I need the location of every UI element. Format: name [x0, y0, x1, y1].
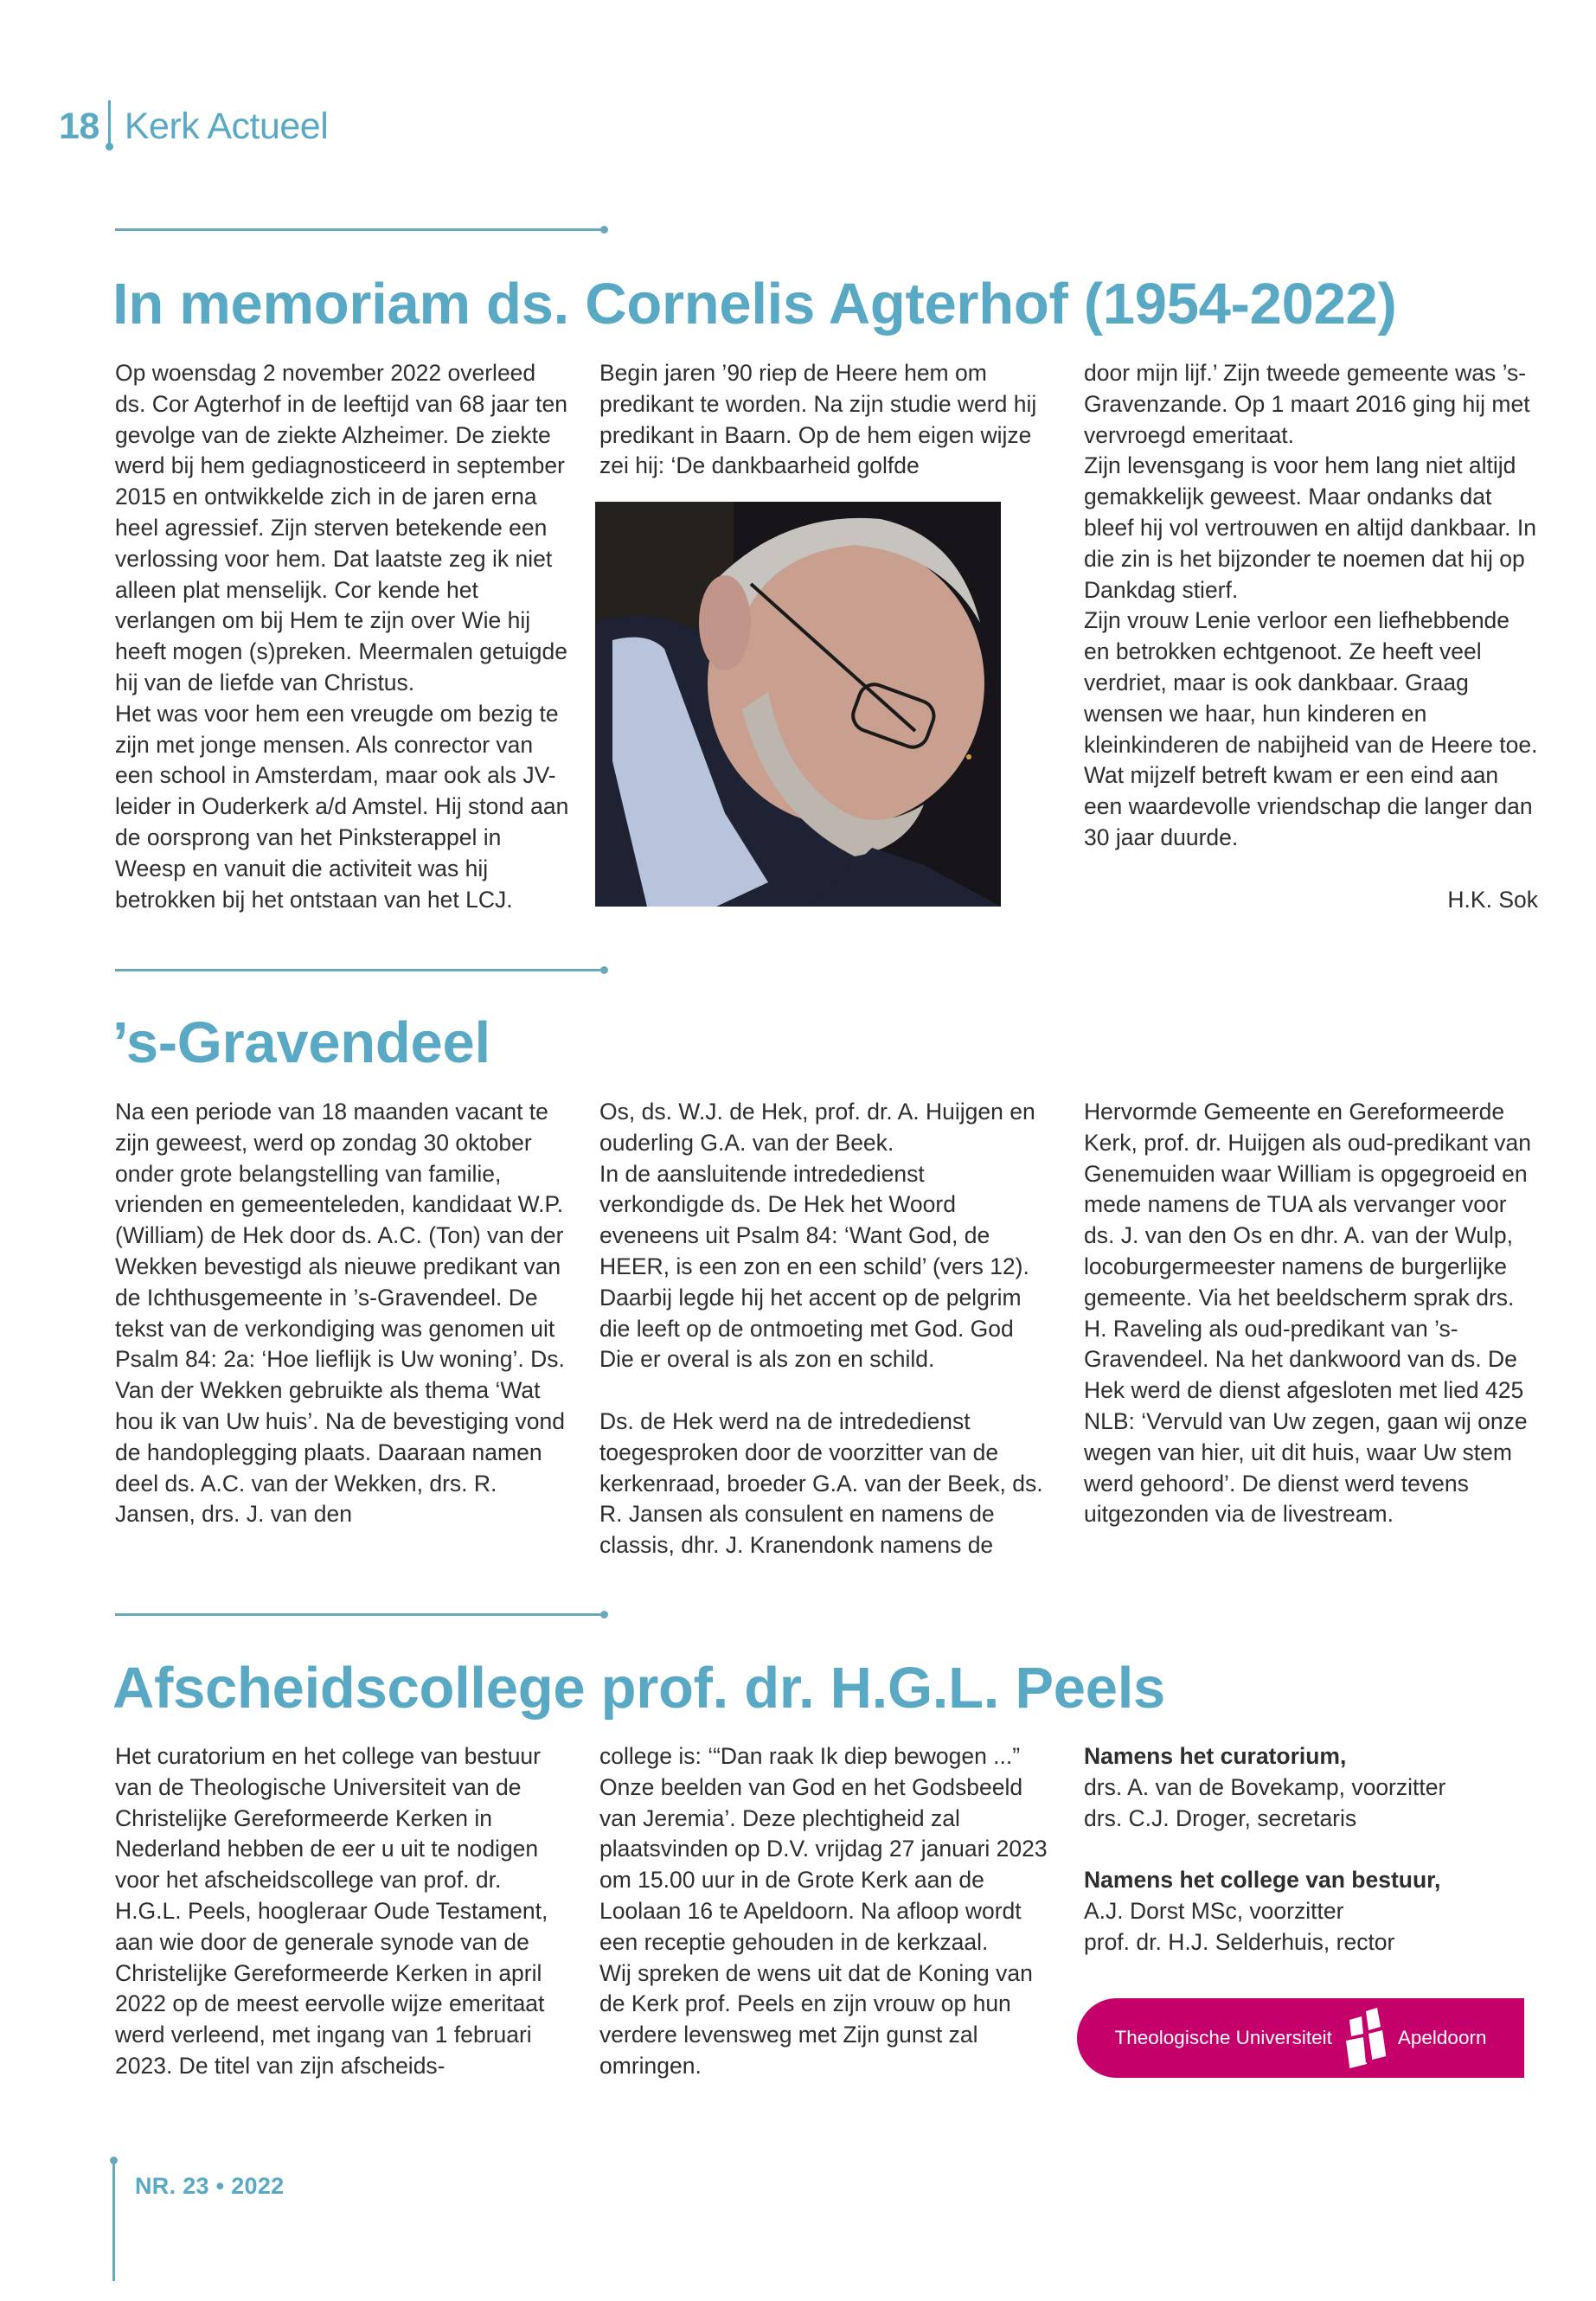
gravendeel-title: ’s-Gravendeel	[112, 1010, 490, 1075]
signatory-heading: Namens het curatorium,	[1084, 1743, 1347, 1769]
issue-number: NR. 23 • 2022	[135, 2173, 285, 2199]
afscheid-column-3	[1084, 1741, 1538, 1958]
signatory-block	[1084, 1741, 1538, 1834]
signatory-heading: Namens het college van bestuur,	[1084, 1867, 1441, 1894]
open-books-cross-icon	[1343, 2008, 1388, 2068]
paragraph: Begin jaren ’90 riep de Heere hem om predikant te worden. Na zijn studie werd hij predikant in Baarn. Op de hem eigen wijze zei hij: ‘De dankbaarheid golfde	[599, 360, 1037, 479]
paragraph: Het was voor hem een vreugde om bezig te zijn met jonge mensen. Als conrector van een school in Amsterdam, maar ook als JV-leider in Ouderkerk a/d Amstel. Hij stond aan de oorsprong van het Pinksterappel in Weesp en vanuit die activiteit was hij betrokken bij het ontstaan van het LCJ.	[115, 700, 569, 913]
logo-text-right: Apeldoorn	[1397, 2027, 1487, 2048]
paragraph: Op woensdag 2 november 2022 overleed ds. Cor Agterhof in de leeftijd van 68 jaar ten gevolge van de ziekte Alzheimer. De ziekte werd bij hem gediagnosticeerd in september 2015 en ontwikkelde zich in de jaren erna heel agressief. Zijn sterven betekende een verlossing voor hem. Dat laatste zeg ik niet alleen plat menselijk. Cor kende het verlangen om bij Hem te zijn over Wie hij heeft mogen (s)preken. Meermalen getuigde hij van de liefde van Christus.	[115, 360, 567, 695]
paragraph: Zijn levensgang is voor hem lang niet altijd gemakkelijk geweest. Maar ondanks dat bleef hij vol vertrouwen en altijd dankbaar. In die zin is het bijzonder te noemen dat hij op Dankdag stierf.	[1084, 452, 1536, 603]
portrait-photo	[595, 502, 1001, 907]
section-name: Kerk Actueel	[124, 106, 329, 147]
afscheid-title: Afscheidscollege prof. dr. H.G.L. Peels	[112, 1656, 1165, 1721]
paragraph: Na een periode van 18 maanden vacant te zijn geweest, werd op zondag 30 oktober onder grote belangstelling van familie, vrienden en gemeenteleden, kandidaat W.P. (William) de Hek door ds. A.C. (Ton) van der Wekken bevestigd als nieuwe predikant van de Ichthusgemeente in ’s-Gravendeel. De tekst van de verkondiging was genomen uit Psalm 84: 2a: ‘Hoe lieflijk is Uw woning’. Ds. Van der Wekken gebruikte als thema ‘Wat hou ik van Uw huis’. Na de bevestiging vond de handoplegging plaats. Daaraan namen deel ds. A.C. van der Wekken, drs. R. Jansen, drs. J. van den	[115, 1099, 565, 1528]
paragraph: Het curatorium en het college van bestuur van de Theologische Universiteit van de Christelijke Gereformeerde Kerken in Nederland hebben de eer u uit te nodigen voor het afscheidscollege van prof. dr. H.G.L. Peels, hoogleraar Oude Testament, aan wie door de generale synode van de Christelijke Gereformeerde Kerken in april 2022 op de meest eervolle wijze emeritaat werd verleend, met ingang van 1 februari 2023. De titel van zijn afscheids-	[115, 1743, 548, 2079]
gravendeel-column-1	[115, 1097, 569, 1530]
header-divider	[108, 100, 111, 145]
gravendeel-column-2	[599, 1097, 1054, 1561]
signatory-line: A.J. Dorst MSc, voorzitter	[1084, 1897, 1344, 1924]
signatory-block	[1084, 1865, 1538, 1958]
page-number: 18	[59, 106, 99, 147]
signatory-line: drs. A. van de Bovekamp, voorzitter	[1084, 1773, 1446, 1800]
page-header	[59, 93, 328, 145]
paragraph: In de aansluitende intrededienst verkondigde ds. De Hek het Woord eveneens uit Psalm 84: ‘Want God, de HEER, is een zon en een schild’ (vers 12). Daarbij legde hij het accent op de pelgrim die leeft op de ontmoeting met God. God Die er overal is als zon en schild.	[599, 1160, 1029, 1373]
paragraph: college is: ‘“Dan raak Ik diep bewogen ...” Onze beelden van God en het Godsbeeld van Jeremia’. Deze plechtigheid zal plaatsvinden op D.V. vrijdag 27 januari 2023 om 15.00 uur in de Grote Kerk aan de Loolaan 16 te Apeldoorn. Na afloop wordt een receptie gehouden in de kerkzaal.	[599, 1743, 1048, 1955]
section-divider	[115, 969, 604, 971]
logo-text-left: Theologische Universiteit	[1114, 2027, 1332, 2048]
gravendeel-column-3	[1084, 1097, 1538, 1530]
paragraph: Hervormde Gemeente en Gereformeerde Kerk, prof. dr. Huijgen als oud-predikant van Genemuiden waar William is opgegroeid en mede namens de TUA als vervanger voor ds. J. van den Os en dhr. A. van der Wulp, locoburgermeester namens de burgerlijke gemeente. Via het beeldscherm sprak drs. H. Raveling als oud-predikant van ’s-Gravendeel. Na het dankwoord van ds. De Hek werd de dienst afgesloten met lied 425 NLB: ‘Vervuld van Uw zegen, gaan wij onze wegen van hier, uit dit huis, waar Uw stem werd gehoord’. De dienst werd tevens uitgezonden via de livestream.	[1084, 1099, 1532, 1528]
paragraph: Ds. de Hek werd na de intrededienst toegesproken door de voorzitter van de kerkenraad, broeder G.A. van der Beek, ds. R. Jansen als consulent en namens de classis, dhr. J. Kranendonk namens de	[599, 1407, 1043, 1559]
section-divider	[115, 228, 604, 231]
memoriam-title: In memoriam ds. Cornelis Agterhof (1954-2022)	[112, 272, 1397, 336]
memoriam-column-2	[599, 358, 1054, 482]
afscheid-column-2	[599, 1741, 1054, 2082]
section-divider	[115, 1613, 604, 1616]
afscheid-column-1	[115, 1741, 569, 2082]
memoriam-column-1	[115, 358, 569, 915]
paragraph: Os, ds. W.J. de Hek, prof. dr. A. Huijgen en ouderling G.A. van der Beek.	[599, 1099, 1035, 1156]
signatory-line: prof. dr. H.J. Selderhuis, rector	[1084, 1928, 1395, 1955]
paragraph: Zijn vrouw Lenie verloor een liefhebbende en betrokken echtgenoot. Ze heeft veel verdriet, maar is ook dankbaar. Graag wensen we haar, hun kinderen en kleinkinderen de nabijheid van de Heere toe. Wat mijzelf betreft kwam er een eind aan een waardevolle vriendschap die langer dan 30 jaar duurde.	[1084, 607, 1538, 850]
footer-rule	[112, 2160, 115, 2281]
paragraph: Wij spreken de wens uit dat de Koning van de Kerk prof. Peels en zijn vrouw op hun verdere levensweg met Zijn gunst zal omringen.	[599, 1959, 1033, 2079]
signatory-line: drs. C.J. Droger, secretaris	[1084, 1804, 1357, 1831]
author-signature: H.K. Sok	[1447, 886, 1538, 913]
tua-logo-badge	[1077, 1998, 1524, 2078]
paragraph: door mijn lijf.’ Zijn tweede gemeente was ’s-Gravenzande. Op 1 maart 2016 ging hij met vervroegd emeritaat.	[1084, 360, 1530, 448]
memoriam-column-3	[1084, 358, 1538, 916]
portrait-illustration	[595, 502, 1001, 907]
